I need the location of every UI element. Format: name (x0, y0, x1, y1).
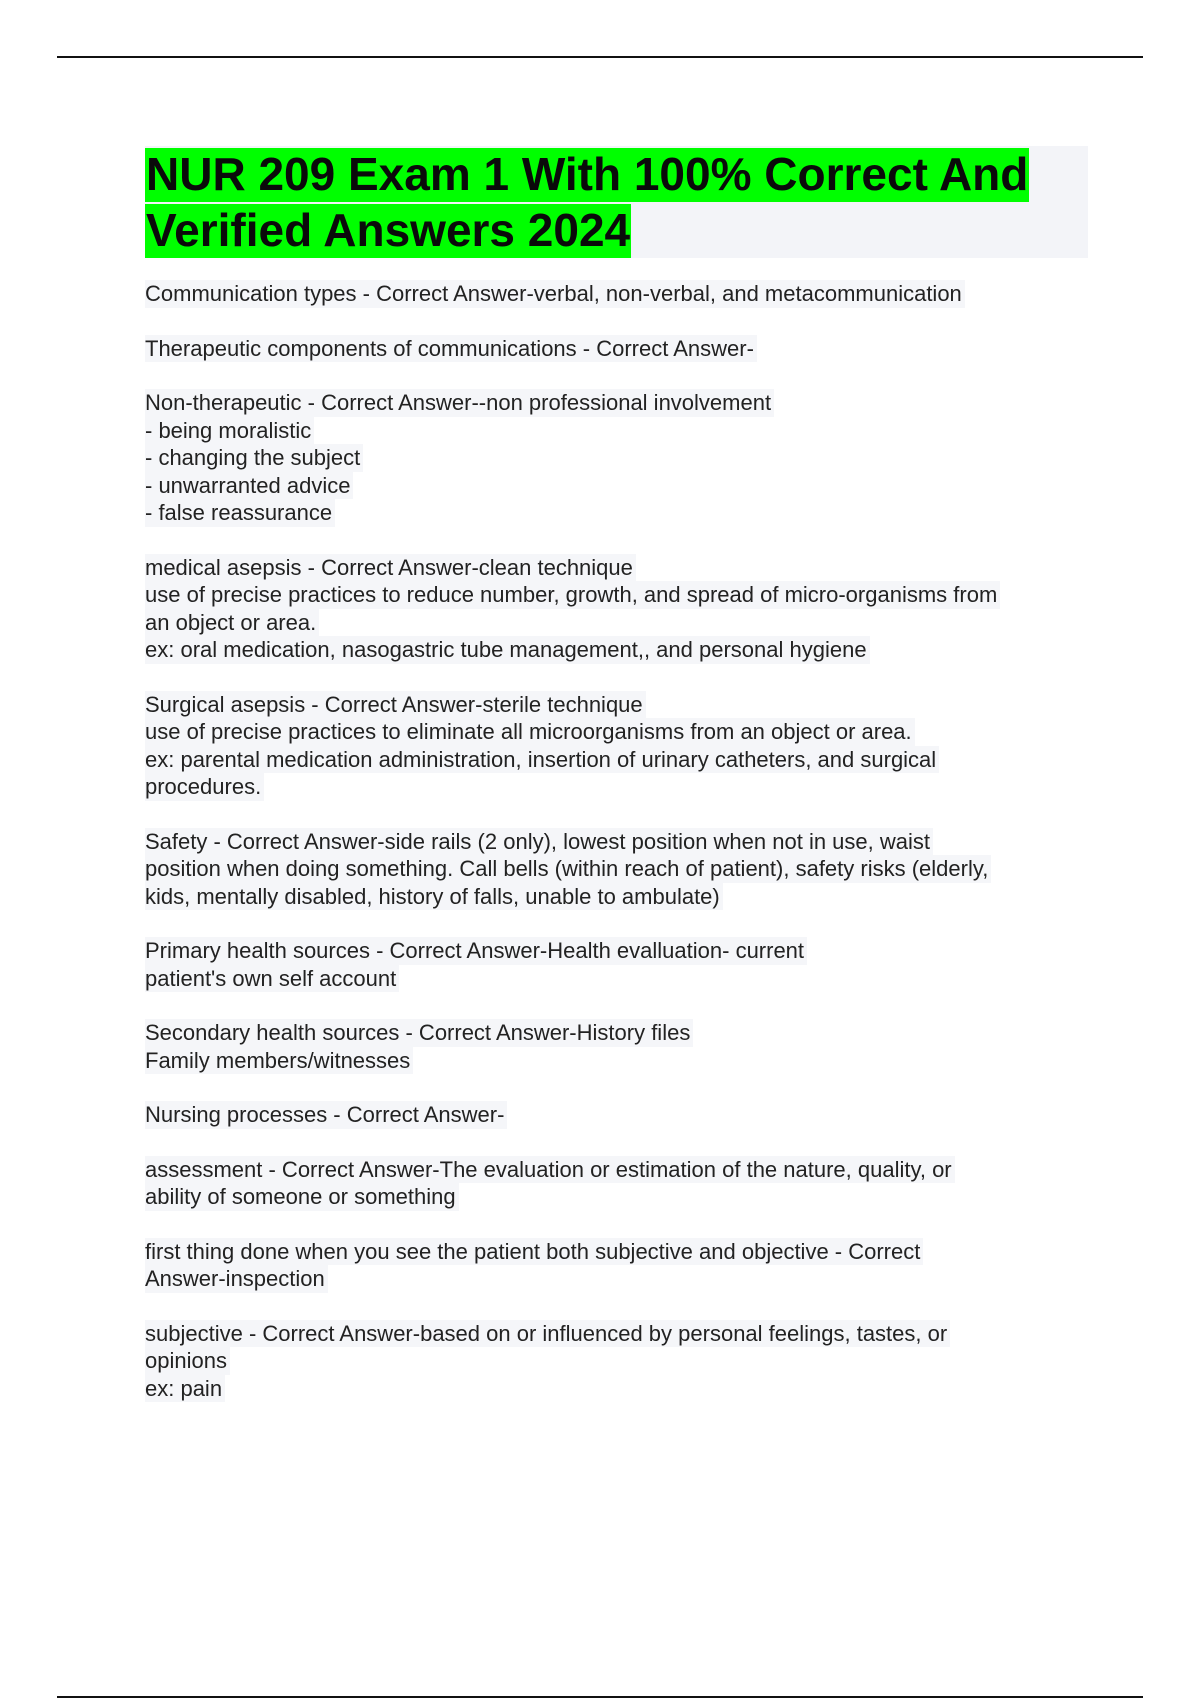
qa-detail-line (145, 1265, 1090, 1293)
qa-detail-line (145, 1047, 1090, 1075)
qa-text: - false reassurance (145, 499, 335, 527)
qa-text: opinions (145, 1347, 230, 1375)
qa-entry (145, 1101, 1090, 1129)
qa-entry (145, 937, 1090, 992)
header-rule (57, 56, 1143, 58)
qa-entry (145, 828, 1090, 911)
qa-text: first thing done when you see the patient both subjective and objective - Correct (145, 1238, 923, 1266)
qa-entry (145, 335, 1090, 363)
qa-detail-line (145, 883, 1090, 911)
qa-entry (145, 691, 1090, 801)
qa-detail-line (145, 417, 1090, 445)
qa-entry (145, 554, 1090, 664)
qa-detail-line (145, 444, 1090, 472)
qa-list (145, 280, 1090, 1402)
qa-text: kids, mentally disabled, history of falls, unable to ambulate) (145, 883, 723, 911)
document-title (145, 146, 1088, 258)
title-line-1: NUR 209 Exam 1 With 100% Correct And (146, 148, 1029, 200)
qa-term-line (145, 1156, 1090, 1184)
qa-text: patient's own self account (145, 965, 399, 993)
qa-text: Answer-inspection (145, 1265, 328, 1293)
title-line-2: Verified Answers 2024 (146, 204, 631, 256)
qa-text: medical asepsis - Correct Answer-clean technique (145, 554, 636, 582)
qa-detail-line (145, 1183, 1090, 1211)
qa-term-line (145, 280, 1090, 308)
qa-term-line (145, 828, 1090, 856)
qa-text: procedures. (145, 773, 264, 801)
qa-entry (145, 1238, 1090, 1293)
qa-term-line (145, 1101, 1090, 1129)
qa-term-line (145, 1019, 1090, 1047)
qa-text: use of precise practices to eliminate all microorganisms from an object or area. (145, 718, 915, 746)
title-block (145, 146, 1088, 258)
footer-rule (57, 1696, 1143, 1698)
qa-text: Safety - Correct Answer-side rails (2 only), lowest position when not in use, waist (145, 828, 933, 856)
qa-term-line (145, 937, 1090, 965)
qa-detail-line (145, 1347, 1090, 1375)
qa-detail-line (145, 636, 1090, 664)
qa-term-line (145, 1320, 1090, 1348)
qa-text: Communication types - Correct Answer-verbal, non-verbal, and metacommunication (145, 280, 965, 308)
qa-text: Primary health sources - Correct Answer-Health evalluation- current (145, 937, 807, 965)
qa-detail-line (145, 581, 1090, 609)
qa-detail-line (145, 773, 1090, 801)
qa-text: subjective - Correct Answer-based on or influenced by personal feelings, tastes, or (145, 1320, 950, 1348)
qa-text: use of precise practices to reduce number, growth, and spread of micro-organisms from (145, 581, 1000, 609)
qa-text: ex: pain (145, 1375, 225, 1403)
qa-detail-line (145, 965, 1090, 993)
qa-term-line (145, 1238, 1090, 1266)
qa-text: ex: oral medication, nasogastric tube management,, and personal hygiene (145, 636, 870, 664)
qa-detail-line (145, 718, 1090, 746)
qa-text: Non-therapeutic - Correct Answer--non professional involvement (145, 389, 774, 417)
qa-detail-line (145, 855, 1090, 883)
qa-entry (145, 1320, 1090, 1403)
qa-term-line (145, 389, 1090, 417)
qa-text: an object or area. (145, 609, 319, 637)
qa-text: Surgical asepsis - Correct Answer-sterile technique (145, 691, 646, 719)
qa-detail-line (145, 609, 1090, 637)
qa-text: Nursing processes - Correct Answer- (145, 1101, 507, 1129)
qa-text: Therapeutic components of communications - Correct Answer- (145, 335, 757, 363)
qa-text: - unwarranted advice (145, 472, 353, 500)
qa-entry (145, 1019, 1090, 1074)
qa-detail-line (145, 1375, 1090, 1403)
qa-entry (145, 280, 1090, 308)
qa-detail-line (145, 746, 1090, 774)
qa-text: - changing the subject (145, 444, 363, 472)
qa-text: - being moralistic (145, 417, 314, 445)
qa-text: assessment - Correct Answer-The evaluation or estimation of the nature, quality, or (145, 1156, 955, 1184)
qa-term-line (145, 335, 1090, 363)
qa-term-line (145, 554, 1090, 582)
qa-entry (145, 1156, 1090, 1211)
document-page (145, 146, 1090, 1429)
qa-text: ex: parental medication administration, insertion of urinary catheters, and surgical (145, 746, 939, 774)
qa-text: Family members/witnesses (145, 1047, 413, 1075)
qa-term-line (145, 691, 1090, 719)
qa-entry (145, 389, 1090, 527)
qa-text: position when doing something. Call bells (within reach of patient), safety risks (elderly, (145, 855, 991, 883)
qa-detail-line (145, 499, 1090, 527)
qa-detail-line (145, 472, 1090, 500)
qa-text: ability of someone or something (145, 1183, 459, 1211)
qa-text: Secondary health sources - Correct Answer-History files (145, 1019, 693, 1047)
